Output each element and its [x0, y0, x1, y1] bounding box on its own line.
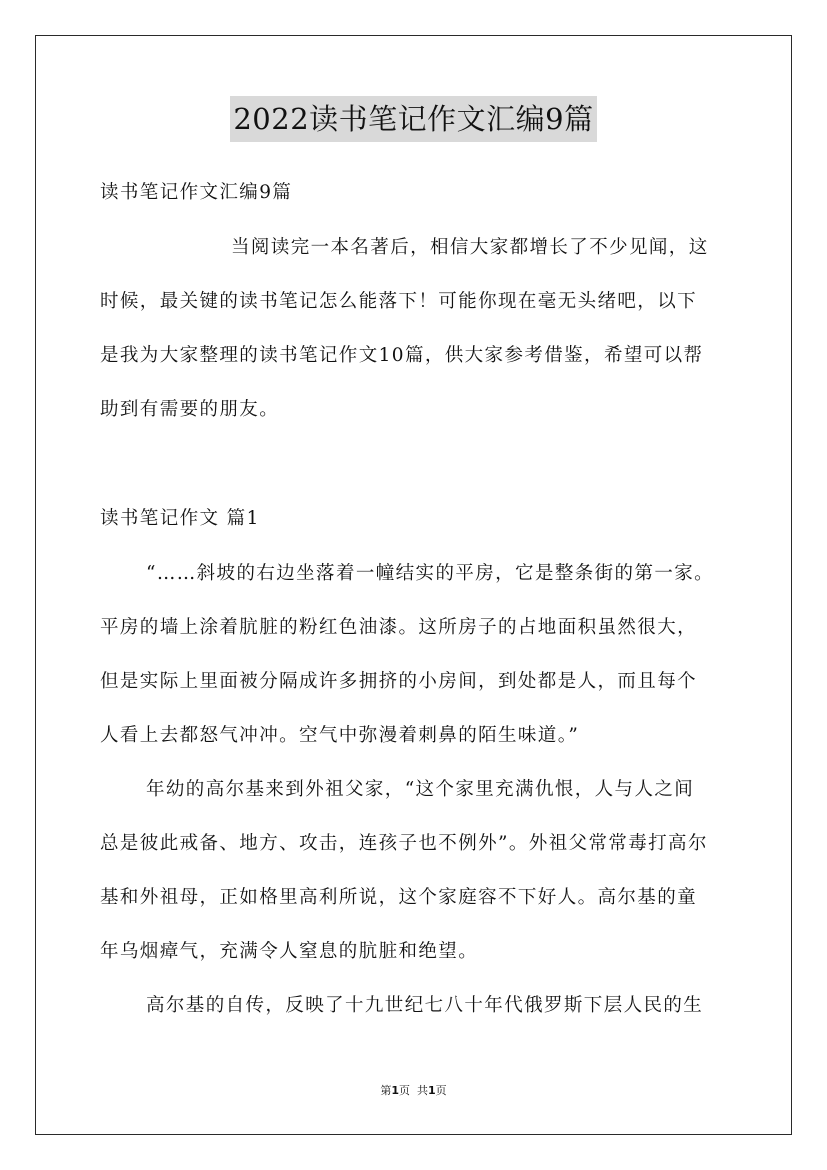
- footer-page-prefix: 第: [380, 1084, 392, 1097]
- paragraph-line: 年乌烟瘴气，充满令人窒息的肮脏和绝望。: [100, 941, 479, 962]
- paragraph-line: 总是彼此戒备、地方、攻击，连孩子也不例外”。外祖父常常毒打高尔: [100, 833, 708, 854]
- subtitle-line: 读书笔记作文汇编9篇: [100, 182, 293, 203]
- document-title-container: [0, 96, 827, 142]
- footer-page-number: 1: [391, 1084, 399, 1097]
- document-title: 2022读书笔记作文汇编9篇: [230, 96, 596, 142]
- section-heading: 读书笔记作文 篇1: [100, 508, 260, 529]
- paragraph-line: 时候，最关键的读书笔记怎么能落下！可能你现在毫无头绪吧，以下: [100, 291, 698, 312]
- paragraph-line: “……斜坡的右边坐落着一幢结实的平房，它是整条街的第一家。: [146, 563, 715, 584]
- paragraph-line: 人看上去都怒气冲冲。空气中弥漫着刺鼻的陌生味道。”: [100, 725, 580, 746]
- paragraph-line: 但是实际上里面被分隔成许多拥挤的小房间，到处都是人，而且每个: [100, 671, 698, 692]
- page-footer: [0, 1082, 827, 1098]
- paragraph-line: 基和外祖母，正如格里高利所说，这个家庭容不下好人。高尔基的童: [100, 887, 698, 908]
- paragraph-line: 年幼的高尔基来到外祖父家，“这个家里充满仇恨，人与人之间: [146, 779, 695, 800]
- footer-total-pages: 1: [428, 1084, 436, 1097]
- footer-page-suffix: 页: [435, 1084, 447, 1097]
- paragraph-line: 当阅读完一本名著后，相信大家都增长了不少见闻，这: [231, 237, 709, 258]
- paragraph-line: 助到有需要的朋友。: [100, 399, 280, 420]
- footer-page-mid: 页 共: [399, 1084, 428, 1097]
- paragraph-line: 是我为大家整理的读书笔记作文10篇，供大家参考借鉴，希望可以帮: [100, 345, 704, 366]
- paragraph-line: 高尔基的自传，反映了十九世纪七八十年代俄罗斯下层人民的生: [146, 995, 704, 1016]
- paragraph-line: 平房的墙上涂着肮脏的粉红色油漆。这所房子的占地面积虽然很大，: [100, 617, 698, 638]
